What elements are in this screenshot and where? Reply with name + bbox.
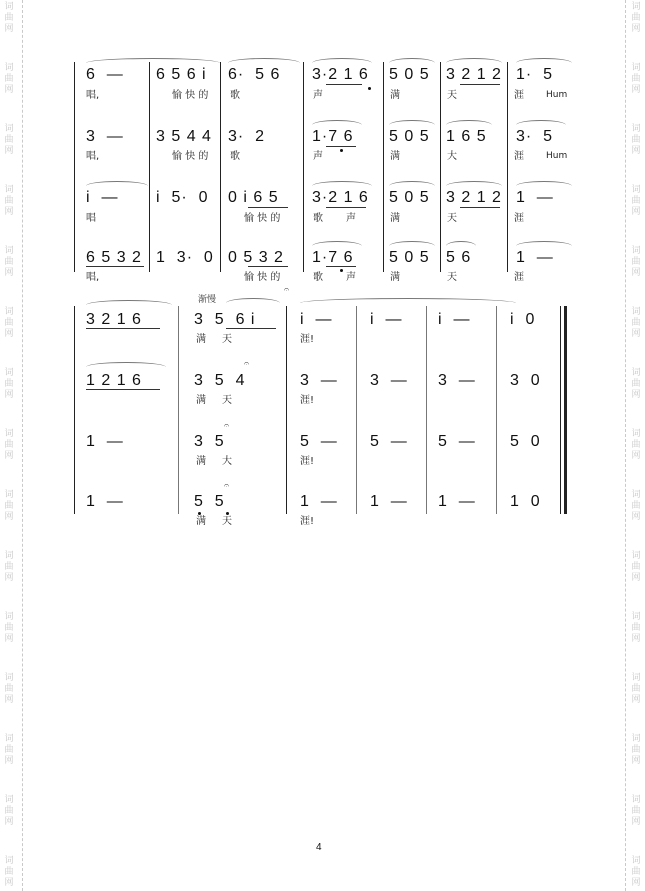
watermark-glyph: 词 — [631, 307, 641, 317]
watermark-glyph: 词 — [4, 307, 14, 317]
watermark-glyph: 词 — [631, 612, 641, 622]
watermark-glyph: 曲 — [4, 318, 14, 328]
slur — [446, 120, 492, 126]
barline — [440, 62, 441, 272]
note-group: 3 2 1 2 — [446, 66, 502, 83]
slur — [516, 58, 572, 64]
note-group: 1 — — [438, 493, 476, 510]
slur — [312, 58, 372, 64]
watermark-glyph: 网 — [4, 634, 14, 644]
lyric: 天 — [222, 334, 232, 345]
lyric: 涯 — [514, 151, 524, 162]
note-group: 3 — — [438, 372, 476, 389]
slur — [389, 58, 435, 64]
watermark-glyph: 词 — [4, 673, 14, 683]
watermark-glyph: 词 — [631, 185, 641, 195]
note-group: 1·7 6 — [312, 128, 354, 145]
note-group: 1 — — [300, 493, 338, 510]
watermark-glyph: 曲 — [4, 806, 14, 816]
slur — [228, 58, 300, 64]
lyric: 声 — [346, 272, 356, 283]
lyric: 涯! — [300, 516, 315, 527]
octave-dot — [340, 149, 343, 152]
lyric: 满 — [196, 334, 206, 345]
slur — [389, 241, 435, 247]
right-watermark — [629, 0, 643, 891]
watermark-glyph: 词 — [4, 795, 14, 805]
barline — [356, 306, 357, 514]
lyric: 唱, — [86, 90, 100, 101]
watermark-glyph: 曲 — [4, 74, 14, 84]
note-group: 5 — — [300, 433, 338, 450]
lyric: 愉 快 的 — [244, 213, 281, 224]
lyric: 涯 — [514, 272, 524, 283]
watermark-glyph: 网 — [631, 817, 641, 827]
watermark-glyph: 曲 — [4, 867, 14, 877]
lyric: 歌 — [313, 272, 323, 283]
lyric: 唱 — [86, 213, 96, 224]
note-group: 3·2 1 6 — [312, 189, 369, 206]
watermark-glyph: 曲 — [4, 257, 14, 267]
note-group: 6· 5 6 — [228, 66, 281, 83]
note-group: 5 6 — [446, 249, 472, 266]
watermark-glyph: 曲 — [4, 623, 14, 633]
watermark-glyph: 词 — [4, 856, 14, 866]
note-group: 1·7 6 — [312, 249, 354, 266]
octave-dot — [340, 269, 343, 272]
slur — [226, 298, 280, 304]
lyric: 歌 — [230, 90, 240, 101]
note-group: 6 5 3 2 — [86, 249, 142, 266]
lyric: 天 — [447, 90, 457, 101]
underline — [248, 207, 288, 208]
watermark-glyph: 网 — [631, 390, 641, 400]
watermark-glyph: 曲 — [4, 379, 14, 389]
watermark-glyph: 网 — [4, 329, 14, 339]
note-group: 3·2 1 6 — [312, 66, 369, 83]
watermark-glyph: 网 — [4, 878, 14, 888]
note-group: 3 — — [86, 128, 124, 145]
note-group: 3 5 6 i — [194, 311, 256, 328]
watermark-glyph: 词 — [4, 612, 14, 622]
watermark-glyph: 曲 — [631, 379, 641, 389]
note-group: i 0 — [510, 311, 536, 328]
underline — [86, 266, 144, 267]
note-group: 1 2 1 6 — [86, 372, 142, 389]
note-group: 5 5 — [194, 493, 225, 510]
note-group: 5 0 5 — [389, 249, 430, 266]
lyric: 天 — [447, 213, 457, 224]
watermark-glyph: 网 — [4, 146, 14, 156]
note-group: 3 5 4 4 — [156, 128, 212, 145]
slur — [446, 58, 502, 64]
barline — [286, 306, 287, 514]
system-2-left-bar — [74, 306, 75, 514]
underline — [86, 389, 160, 390]
watermark-glyph: 网 — [631, 146, 641, 156]
note-group: i 5· 0 — [156, 189, 209, 206]
final-barline-thick — [564, 306, 567, 514]
note-group: 1 0 — [510, 493, 541, 510]
slur — [86, 362, 166, 368]
slur — [86, 58, 220, 64]
note-group: 1 — — [370, 493, 408, 510]
note-group: 3 2 1 2 — [446, 189, 502, 206]
slur — [516, 181, 572, 187]
watermark-glyph: 词 — [4, 490, 14, 500]
barline — [507, 62, 508, 272]
underline — [326, 146, 356, 147]
lyric: 满 — [390, 151, 400, 162]
watermark-glyph: 曲 — [631, 501, 641, 511]
slur — [389, 120, 435, 126]
underline — [460, 84, 500, 85]
octave-dot — [226, 512, 229, 515]
watermark-glyph: 词 — [631, 490, 641, 500]
lyric: 满 — [196, 395, 206, 406]
note-group: 3 0 — [510, 372, 541, 389]
slur — [389, 181, 435, 187]
watermark-glyph: 曲 — [4, 745, 14, 755]
watermark-glyph: 曲 — [4, 440, 14, 450]
note-group: 1 3· 0 — [156, 249, 214, 266]
watermark-glyph: 曲 — [631, 684, 641, 694]
lyric: 满 — [196, 516, 206, 527]
note-group: 6 — — [86, 66, 124, 83]
lyric: Hum — [546, 90, 568, 100]
fermata: 𝄐 — [224, 481, 230, 491]
note-group: 3· 2 — [228, 128, 266, 145]
lyric: 满 — [390, 272, 400, 283]
watermark-glyph: 网 — [631, 512, 641, 522]
watermark-glyph: 词 — [4, 734, 14, 744]
watermark-glyph: 词 — [4, 429, 14, 439]
fermata: 𝄐 — [244, 359, 250, 369]
lyric: 歌 — [230, 151, 240, 162]
watermark-glyph: 网 — [4, 695, 14, 705]
watermark-glyph: 词 — [4, 246, 14, 256]
lyric: 满 — [196, 456, 206, 467]
slur — [446, 181, 502, 187]
watermark-glyph: 曲 — [631, 745, 641, 755]
watermark-glyph: 曲 — [4, 684, 14, 694]
lyric: 涯 — [514, 213, 524, 224]
lyric: 歌 — [313, 213, 323, 224]
watermark-glyph: 网 — [4, 573, 14, 583]
watermark-glyph: 曲 — [631, 13, 641, 23]
watermark-glyph: 网 — [631, 573, 641, 583]
watermark-glyph: 曲 — [631, 806, 641, 816]
barline — [496, 306, 497, 514]
lyric: 涯! — [300, 395, 315, 406]
octave-dot — [368, 87, 371, 90]
watermark-glyph: 曲 — [631, 562, 641, 572]
note-group: 3· 5 — [516, 128, 554, 145]
barline — [426, 306, 427, 514]
watermark-glyph: 词 — [631, 124, 641, 134]
watermark-glyph: 网 — [631, 695, 641, 705]
barline — [178, 306, 179, 514]
note-group: 3 2 1 6 — [86, 311, 142, 328]
watermark-glyph: 曲 — [631, 318, 641, 328]
watermark-glyph: 词 — [631, 429, 641, 439]
note-group: 1 — — [516, 189, 554, 206]
note-group: 5 0 5 — [389, 189, 430, 206]
final-barline-thin — [560, 306, 561, 514]
lyric: 唱, — [86, 272, 100, 283]
note-group: 5 0 5 — [389, 128, 430, 145]
watermark-glyph: 网 — [631, 268, 641, 278]
watermark-glyph: 词 — [631, 63, 641, 73]
watermark-glyph: 网 — [4, 85, 14, 95]
note-group: i — — [86, 189, 119, 206]
watermark-glyph: 网 — [4, 817, 14, 827]
lyric: 唱, — [86, 151, 100, 162]
watermark-glyph: 网 — [4, 756, 14, 766]
watermark-glyph: 网 — [631, 207, 641, 217]
watermark-glyph: 曲 — [4, 501, 14, 511]
underline — [86, 328, 160, 329]
watermark-glyph: 网 — [631, 329, 641, 339]
watermark-glyph: 曲 — [631, 257, 641, 267]
lyric: 满 — [390, 90, 400, 101]
watermark-glyph: 词 — [631, 368, 641, 378]
left-margin-dash-line — [22, 0, 23, 891]
lyric: 天 — [447, 272, 457, 283]
left-watermark — [2, 0, 16, 891]
note-group: 3 5 4 — [194, 372, 246, 389]
watermark-glyph: 词 — [4, 551, 14, 561]
watermark-glyph: 网 — [4, 390, 14, 400]
note-group: 5 0 — [510, 433, 541, 450]
note-group: 1 — — [86, 433, 124, 450]
slur — [312, 241, 362, 247]
watermark-glyph: 曲 — [4, 135, 14, 145]
lyric: 声 — [313, 151, 323, 162]
lyric: 满 — [390, 213, 400, 224]
lyric: 大 — [222, 456, 232, 467]
watermark-glyph: 词 — [631, 551, 641, 561]
note-group: 0 i 6 5 — [228, 189, 279, 206]
note-group: 1· 5 — [516, 66, 554, 83]
underline — [326, 207, 366, 208]
watermark-glyph: 网 — [631, 85, 641, 95]
watermark-glyph: 词 — [631, 795, 641, 805]
watermark-glyph: 曲 — [4, 196, 14, 206]
watermark-glyph: 词 — [4, 368, 14, 378]
note-group: 3 — — [300, 372, 338, 389]
watermark-glyph: 曲 — [631, 440, 641, 450]
watermark-glyph: 词 — [631, 856, 641, 866]
slur — [312, 181, 372, 187]
watermark-glyph: 网 — [4, 268, 14, 278]
lyric: 大 — [447, 151, 457, 162]
octave-dot — [198, 512, 201, 515]
watermark-glyph: 词 — [4, 63, 14, 73]
tempo-marking: 渐慢 — [198, 295, 217, 305]
underline — [326, 266, 356, 267]
note-group: 5 0 5 — [389, 66, 430, 83]
note-group: 1 — — [86, 493, 124, 510]
lyric: 涯 — [514, 90, 524, 101]
watermark-glyph: 曲 — [631, 135, 641, 145]
note-group: 3 — — [370, 372, 408, 389]
lyric: 愉 快 的 — [244, 272, 281, 283]
underline — [248, 266, 288, 267]
note-group: 6 5 6 i — [156, 66, 207, 83]
page-number: 4 — [316, 842, 322, 853]
note-group: i — — [370, 311, 403, 328]
lyric: Hum — [546, 151, 568, 161]
watermark-glyph: 词 — [4, 124, 14, 134]
system-1-left-bar — [74, 62, 75, 272]
watermark-glyph: 网 — [631, 24, 641, 34]
note-group: i — — [300, 311, 333, 328]
watermark-glyph: 词 — [4, 185, 14, 195]
underline — [226, 328, 276, 329]
lyric: 声 — [346, 213, 356, 224]
lyric: 声 — [313, 90, 323, 101]
note-group: 3 5 — [194, 433, 225, 450]
lyric: 天 — [222, 516, 232, 527]
watermark-glyph: 词 — [631, 246, 641, 256]
watermark-glyph: 词 — [4, 2, 14, 12]
watermark-glyph: 词 — [631, 673, 641, 683]
right-margin-dash-line — [625, 0, 626, 891]
watermark-glyph: 曲 — [631, 867, 641, 877]
watermark-glyph: 网 — [631, 878, 641, 888]
watermark-glyph: 网 — [631, 634, 641, 644]
watermark-glyph: 网 — [631, 451, 641, 461]
barline — [149, 62, 150, 272]
slur — [446, 241, 476, 247]
note-group: 5 — — [438, 433, 476, 450]
watermark-glyph: 网 — [4, 512, 14, 522]
note-group: 5 — — [370, 433, 408, 450]
fermata: 𝄐 — [284, 285, 290, 295]
watermark-glyph: 网 — [4, 451, 14, 461]
watermark-glyph: 网 — [4, 207, 14, 217]
barline — [220, 62, 221, 272]
watermark-glyph: 词 — [631, 2, 641, 12]
fermata: 𝄐 — [224, 421, 230, 431]
watermark-glyph: 曲 — [631, 623, 641, 633]
slur — [86, 300, 172, 306]
watermark-glyph: 曲 — [4, 13, 14, 23]
underline — [326, 84, 362, 85]
watermark-glyph: 网 — [631, 756, 641, 766]
barline — [303, 62, 304, 272]
slur — [300, 298, 516, 304]
lyric: 愉 快 的 — [172, 151, 209, 162]
underline — [460, 207, 500, 208]
lyric: 愉 快 的 — [172, 90, 209, 101]
note-group: 1 — — [516, 249, 554, 266]
lyric: 天 — [222, 395, 232, 406]
note-group: i — — [438, 311, 471, 328]
barline — [383, 62, 384, 272]
lyric: 涯! — [300, 456, 315, 467]
lyric: 涯! — [300, 334, 315, 345]
note-group: 0 5 3 2 — [228, 249, 284, 266]
watermark-glyph: 网 — [4, 24, 14, 34]
watermark-glyph: 词 — [631, 734, 641, 744]
watermark-glyph: 曲 — [631, 74, 641, 84]
slur — [516, 120, 566, 126]
watermark-glyph: 曲 — [4, 562, 14, 572]
slur — [312, 120, 362, 126]
watermark-glyph: 曲 — [631, 196, 641, 206]
note-group: 1 6 5 — [446, 128, 487, 145]
slur — [516, 241, 572, 247]
slur — [86, 181, 148, 187]
